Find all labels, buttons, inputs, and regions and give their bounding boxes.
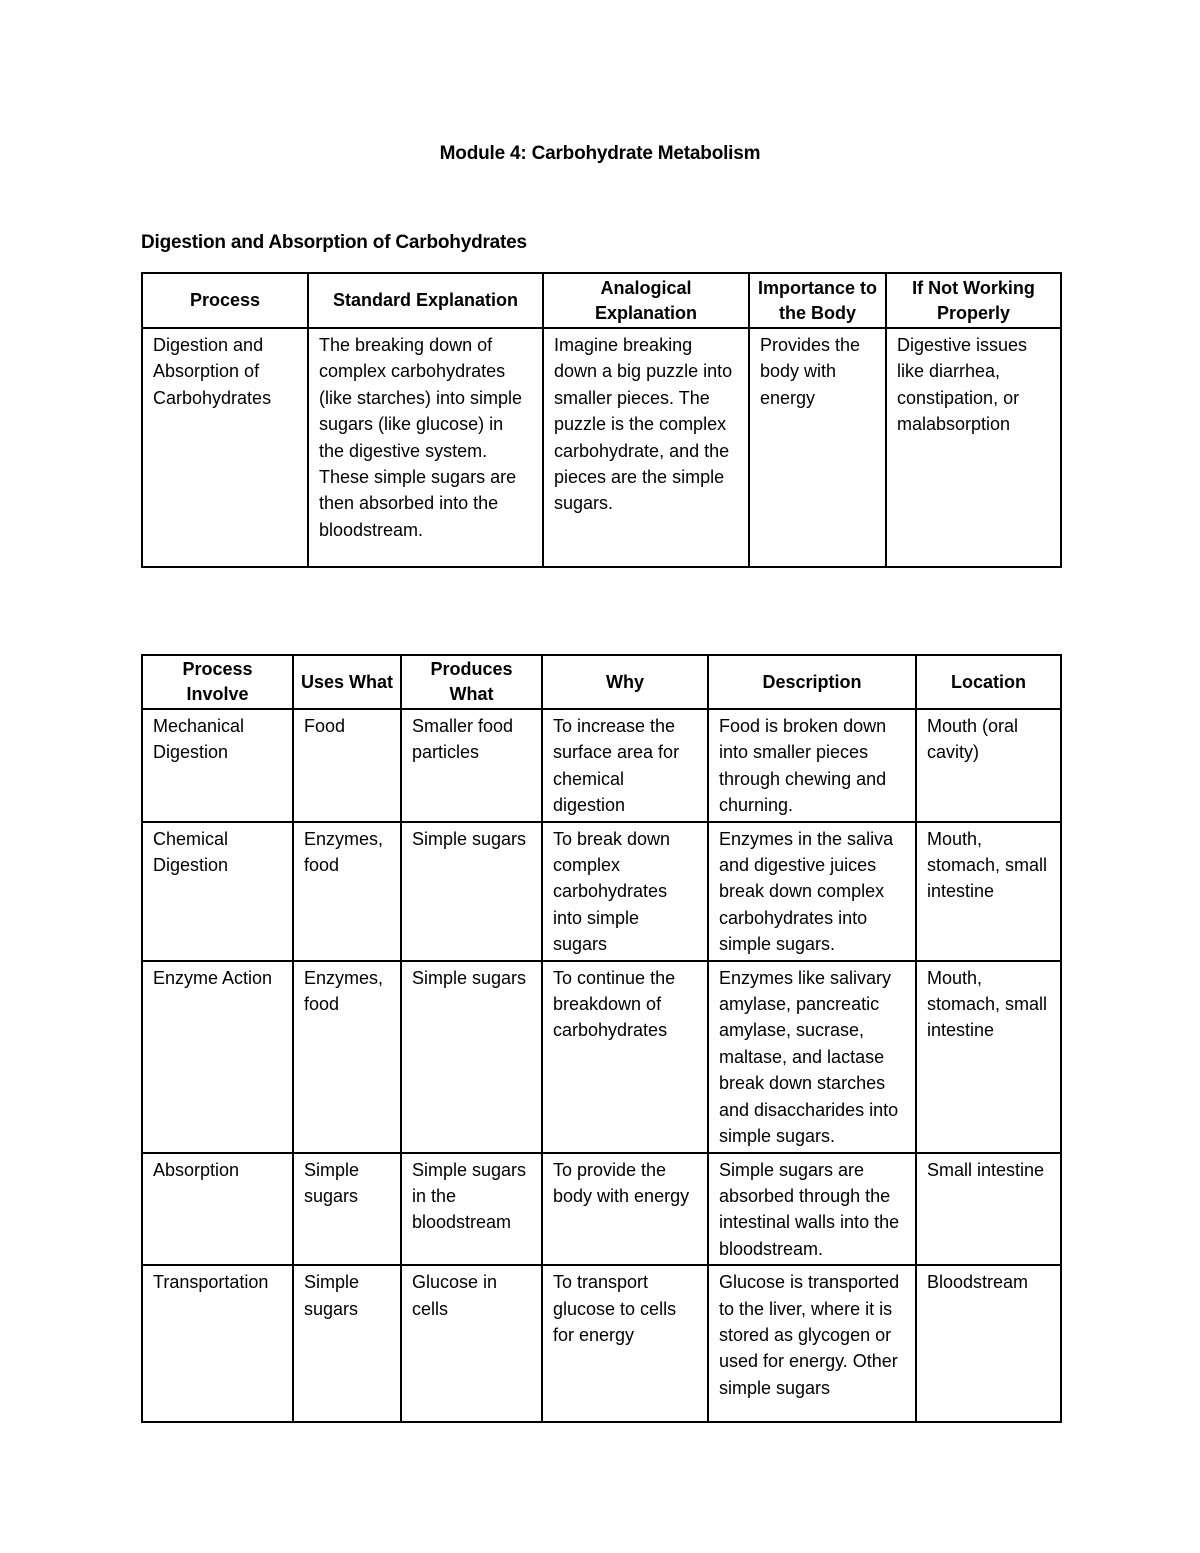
table-cell: Enzymes, food xyxy=(293,961,401,1153)
column-header-process: Process xyxy=(142,273,308,328)
table-cell: Mouth (oral cavity) xyxy=(916,709,1061,822)
table-row xyxy=(142,1265,1061,1422)
table-cell: The breaking down of complex carbohydrates (like starches) into simple sugars (like glucose) in the digestive system. These simple sugars are then absorbed into the bloodstream. xyxy=(308,328,543,567)
table-cell: Enzymes in the saliva and digestive juices break down complex carbohydrates into simple sugars. xyxy=(708,822,916,961)
table-cell: Food xyxy=(293,709,401,822)
table-cell: Enzyme Action xyxy=(142,961,293,1153)
table-header-row xyxy=(142,655,1061,709)
column-header-process-involve: Process Involve xyxy=(142,655,293,709)
section-heading: Digestion and Absorption of Carbohydrates xyxy=(141,232,527,253)
table-cell: To provide the body with energy xyxy=(542,1153,708,1266)
table-cell: Enzymes, food xyxy=(293,822,401,961)
table-cell: Enzymes like salivary amylase, pancreatic amylase, sucrase, maltase, and lactase break down starches and disaccharides into simple sugars. xyxy=(708,961,916,1153)
table-cell: Glucose in cells xyxy=(401,1265,542,1422)
table-cell: Absorption xyxy=(142,1153,293,1266)
table-cell: Simple sugars xyxy=(293,1265,401,1422)
column-header-description: Description xyxy=(708,655,916,709)
table-cell: Digestion and Absorption of Carbohydrates xyxy=(142,328,308,567)
table-cell: Simple sugars are absorbed through the intestinal walls into the bloodstream. xyxy=(708,1153,916,1266)
table-row xyxy=(142,822,1061,961)
table-cell: To increase the surface area for chemical digestion xyxy=(542,709,708,822)
table-cell: Provides the body with energy xyxy=(749,328,886,567)
table-cell: To transport glucose to cells for energy xyxy=(542,1265,708,1422)
table-cell: Mechanical Digestion xyxy=(142,709,293,822)
table-cell: Simple sugars xyxy=(401,961,542,1153)
column-header-importance: Importance to the Body xyxy=(749,273,886,328)
table-cell: Food is broken down into smaller pieces through chewing and churning. xyxy=(708,709,916,822)
table-cell: Smaller food particles xyxy=(401,709,542,822)
table-row xyxy=(142,1153,1061,1266)
table-cell: Simple sugars in the bloodstream xyxy=(401,1153,542,1266)
table-cell xyxy=(708,1265,916,1422)
column-header-analogical-explanation: Analogical Explanation xyxy=(543,273,749,328)
digestion-overview-table xyxy=(141,272,1062,568)
table-cell: Simple sugars xyxy=(293,1153,401,1266)
column-header-why: Why xyxy=(542,655,708,709)
table-cell: To continue the breakdown of carbohydrates xyxy=(542,961,708,1153)
table-cell: Chemical Digestion xyxy=(142,822,293,961)
table-cell: Mouth, stomach, small intestine xyxy=(916,961,1061,1153)
table-cell: Small intestine xyxy=(916,1153,1061,1266)
digestion-process-table xyxy=(141,654,1062,1423)
column-header-location: Location xyxy=(916,655,1061,709)
page-title: Module 4: Carbohydrate Metabolism xyxy=(439,143,761,164)
table-cell: Mouth, stomach, small intestine xyxy=(916,822,1061,961)
table-row xyxy=(142,328,1061,567)
table-cell: To break down complex carbohydrates into simple sugars xyxy=(542,822,708,961)
column-header-if-not-working: If Not Working Properly xyxy=(886,273,1061,328)
table-header-row xyxy=(142,273,1061,328)
table-cell: Transportation xyxy=(142,1265,293,1422)
cell-text: Glucose is transported to the liver, where it is stored as glycogen or used for energy. Other simple sugars xyxy=(719,1272,900,1398)
table-cell: Digestive issues like diarrhea, constipation, or malabsorption xyxy=(886,328,1061,567)
column-header-uses-what: Uses What xyxy=(293,655,401,709)
table-row xyxy=(142,709,1061,822)
column-header-produces-what: Produces What xyxy=(401,655,542,709)
table-cell: Simple sugars xyxy=(401,822,542,961)
table-cell: Imagine breaking down a big puzzle into smaller pieces. The puzzle is the complex carbohydrate, and the pieces are the simple sugars. xyxy=(543,328,749,567)
column-header-standard-explanation: Standard Explanation xyxy=(308,273,543,328)
table-cell: Bloodstream xyxy=(916,1265,1061,1422)
table-row xyxy=(142,961,1061,1153)
